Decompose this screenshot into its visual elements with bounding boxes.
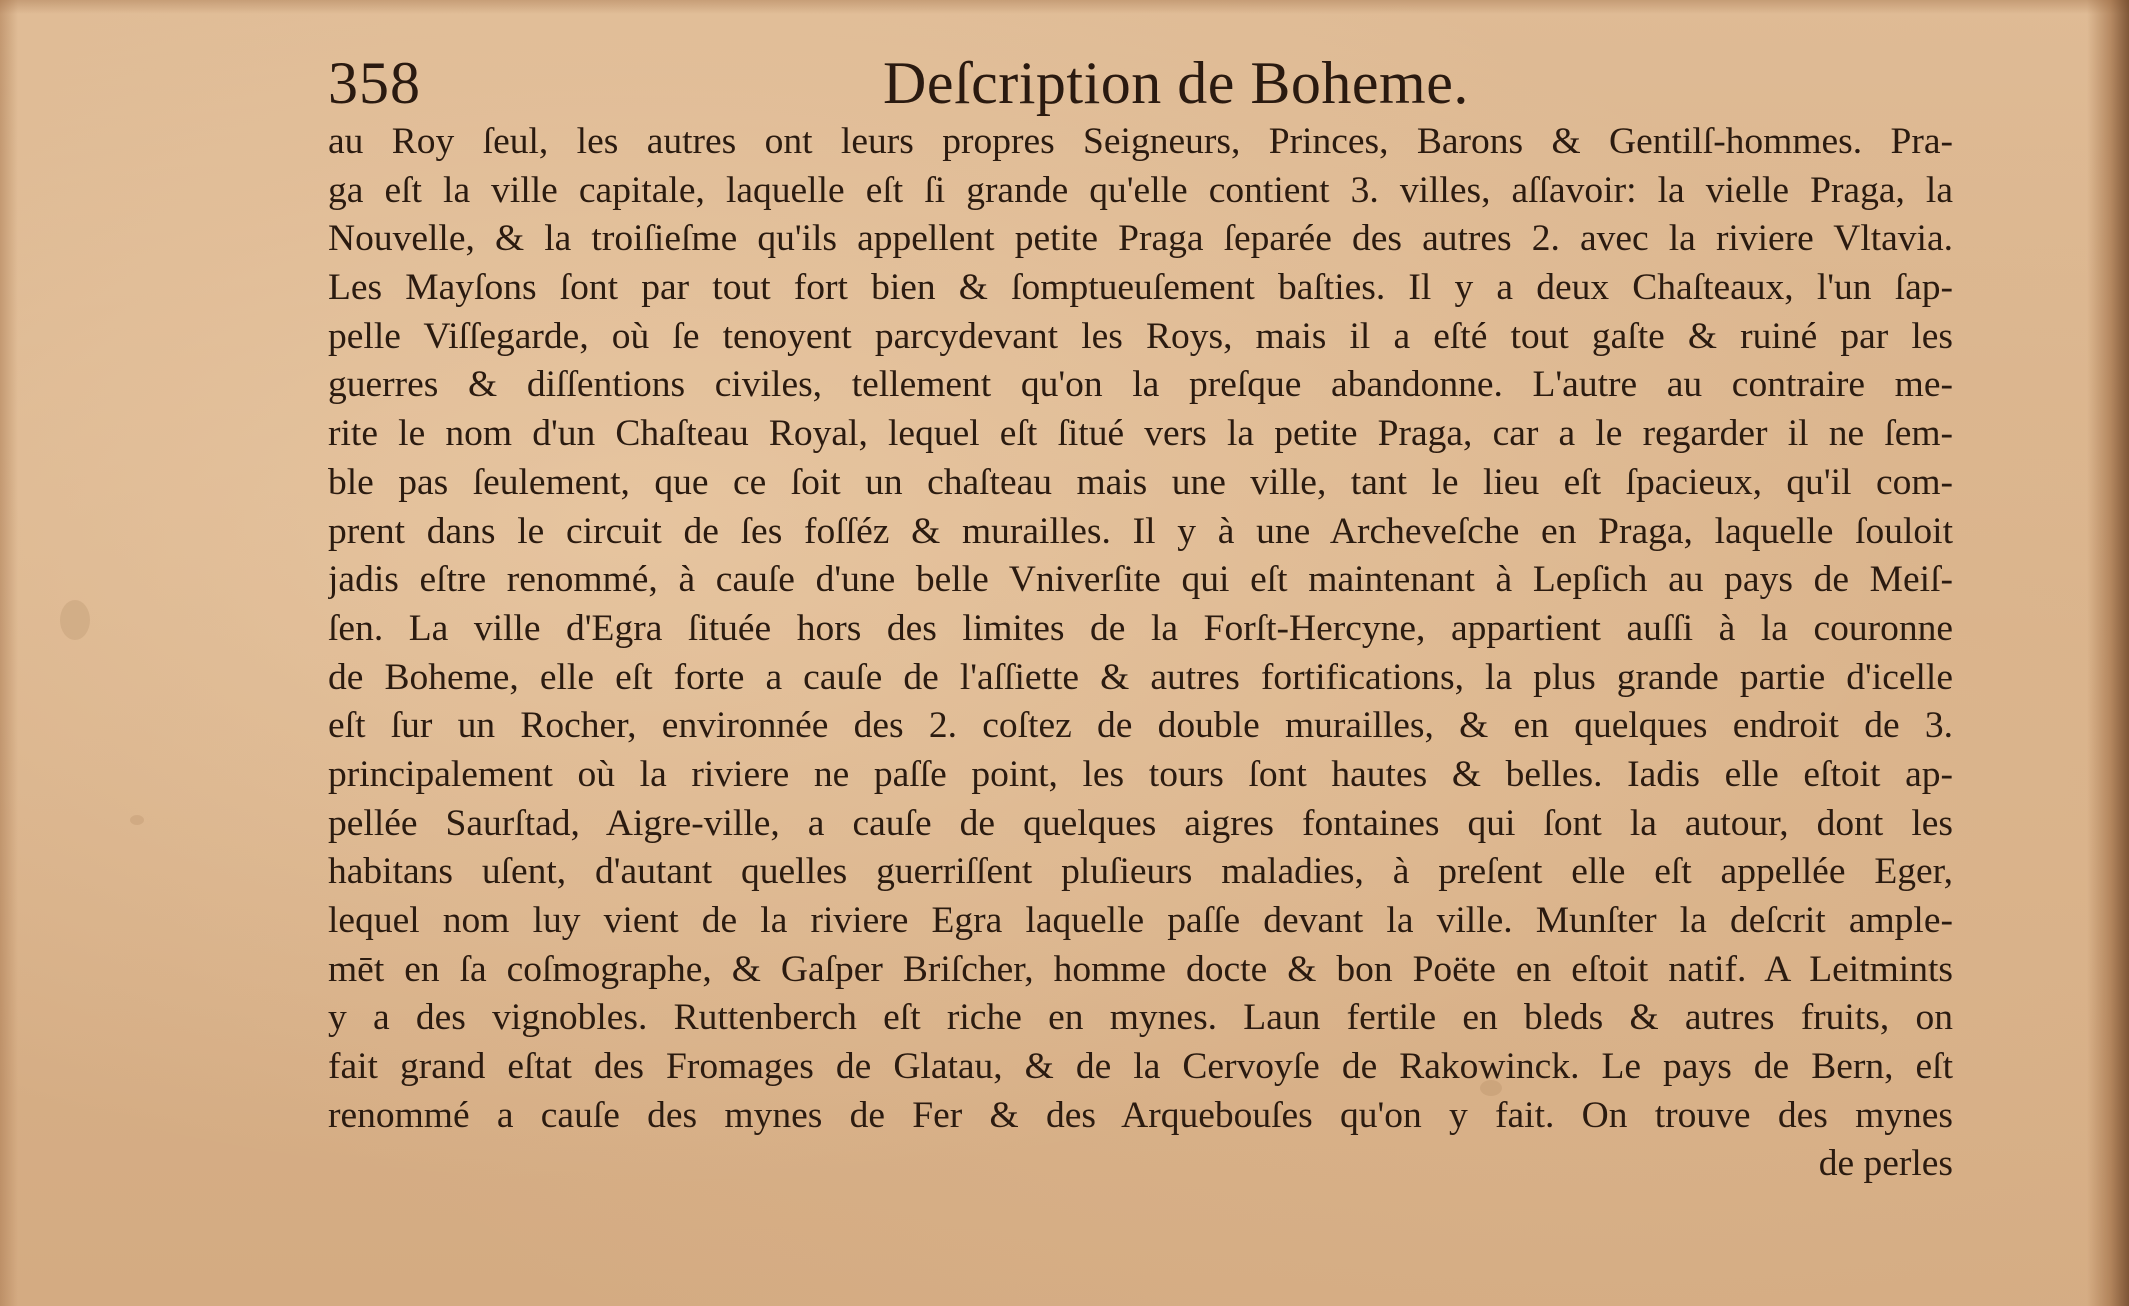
- text-line: ble pas ſeulement, que ce ſoit un chaſteau mais une ville, tant le lieu eſt ſpacieux, qu'il com-: [328, 461, 1953, 503]
- text-line: y a des vignobles. Ruttenberch eſt riche en mynes. Laun fertile en bleds & autres fruits, on: [328, 997, 1953, 1039]
- running-title: Deſcription de Boheme.: [883, 50, 1469, 116]
- body-text: [328, 118, 1953, 1189]
- page-top-shadow: [0, 0, 2129, 14]
- page-left-shadow: [0, 0, 18, 1306]
- text-line: fait grand eſtat des Fromages de Glatau, & de la Cervoyſe de Rakowinck. Le pays de Bern, eſt: [328, 1046, 1953, 1088]
- paper-stain: [60, 600, 90, 640]
- text-line: rite le nom d'un Chaſteau Royal, lequel eſt ſitué vers la petite Praga, car a le regarder il ne ſem-: [328, 413, 1953, 455]
- text-line: de Boheme, elle eſt forte a cauſe de l'aſſiette & autres fortifications, la plus grande partie d'icelle: [328, 656, 1953, 698]
- text-line: jadis eſtre renommé, à cauſe d'une belle Vniverſite qui eſt maintenant à Lepſich au pays de Meiſ-: [328, 559, 1953, 601]
- text-line: lequel nom luy vient de la riviere Egra laquelle paſſe devant la ville. Munſter la deſcrit ample-: [328, 900, 1953, 941]
- text-line: Nouvelle, & la troiſieſme qu'ils appellent petite Praga ſeparée des autres 2. avec la riviere Vltavia.: [328, 218, 1953, 260]
- text-line: guerres & diſſentions civiles, tellement qu'on la preſque abandonne. L'autre au contraire me-: [328, 364, 1953, 406]
- text-line: principalement où la riviere ne paſſe point, les tours ſont hautes & belles. Iadis elle eſtoit ap-: [328, 753, 1953, 795]
- text-line: eſt ſur un Rocher, environnée des 2. coſtez de double murailles, & en quelques endroit de 3.: [328, 705, 1953, 747]
- text-line: mēt en ſa coſmographe, & Gaſper Briſcher, homme docte & bon Poëte en eſtoit natif. A Leitmints: [328, 948, 1953, 990]
- text-line: au Roy ſeul, les autres ont leurs propres Seigneurs, Princes, Barons & Gentilſ-hommes. Pra-: [328, 121, 1953, 162]
- page-header: [328, 48, 1968, 118]
- catchword: de perles: [1818, 1143, 1953, 1185]
- text-line: Les Mayſons ſont par tout fort bien & ſomptueuſement baſties. Il y a deux Chaſteaux, l'un ſap-: [328, 267, 1953, 309]
- text-line: prent dans le circuit de ſes foſſéz & murailles. Il y à une Archeveſche en Praga, laquelle ſouloit: [328, 510, 1953, 552]
- page-gutter-shadow: [2087, 0, 2129, 1306]
- text-line: pelle Viſſegarde, où ſe tenoyent parcydevant les Roys, mais il a eſté tout gaſte & ruiné par les: [328, 315, 1953, 357]
- text-line: pellée Saurſtad, Aigre-ville, a cauſe de quelques aigres fontaines qui ſont la autour, dont les: [328, 802, 1953, 844]
- text-line: ga eſt la ville capitale, laquelle eſt ſi grande qu'elle contient 3. villes, aſſavoir: la vielle Praga, la: [328, 169, 1953, 211]
- page-number: 358: [328, 50, 421, 116]
- text-line: renommé a cauſe des mynes de Fer & des Arquebouſes qu'on y fait. On trouve des mynes: [328, 1094, 1953, 1136]
- paper-stain: [130, 815, 144, 825]
- text-line: habitans uſent, d'autant quelles guerriſſent pluſieurs maladies, à preſent elle eſt appellée Eger,: [328, 851, 1953, 893]
- text-line: ſen. La ville d'Egra ſituée hors des limites de la Forſt-Hercyne, appartient auſſi à la couronne: [328, 607, 1953, 649]
